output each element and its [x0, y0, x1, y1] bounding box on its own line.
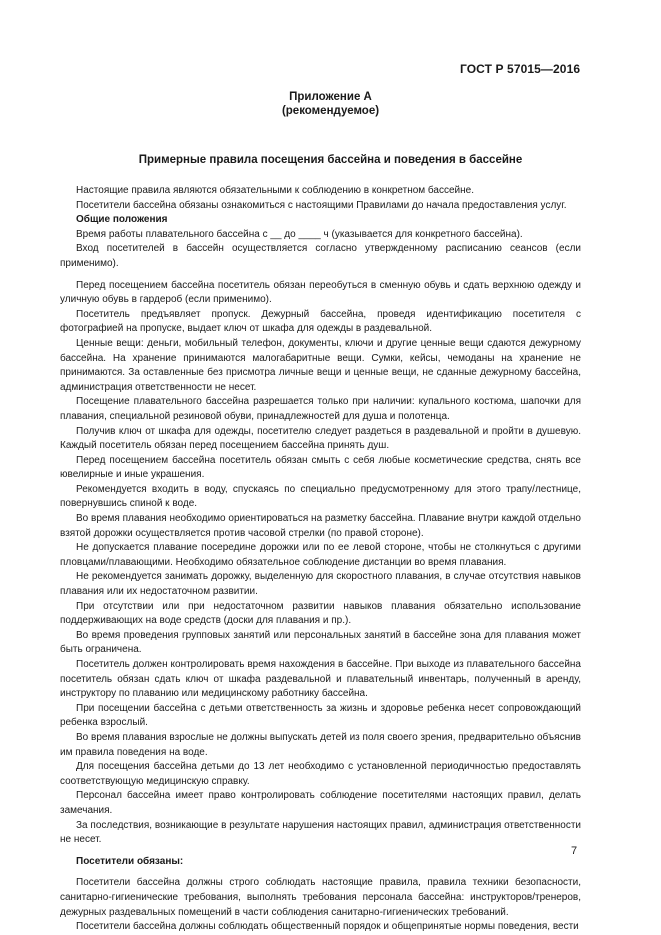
body-paragraph: Рекомендуется входить в воду, спускаясь по специально предусмотренному для этого трапу/лестнице, повернувшись спиной к воде.: [60, 483, 581, 510]
section-heading: Посетители обязаны:: [76, 855, 184, 867]
intro-paragraph: Посетители бассейна обязаны ознакомиться с настоящими Правилами до начала предоставления услуг.: [76, 199, 567, 211]
body-paragraph: Перед посещением бассейна посетитель обязан смыть с себя любые косметические средства, снять все ювелирные и иные украшения.: [60, 454, 581, 481]
body-paragraph: Для посещения бассейна детьми до 13 лет необходимо с установленной периодичностью предоставлять соответствующую медицинскую справку.: [60, 761, 581, 787]
body-paragraph: Посещение плавательного бассейна разрешается только при наличии: купального костюма, шапочки для плавания, специальной резиновой обуви, принадлежностей для душа и полотенца.: [60, 396, 581, 422]
body-paragraph: Посетитель должен контролировать время нахождения в бассейне. При выходе из плавательного бассейна посетитель обязан сдать ключ от шкафа раздевальной и плавательный инвентарь, полученный в аренду, инструктору по плаванию или медицинскому работнику бассейна.: [60, 659, 581, 700]
body-paragraph: Во время плавания взрослые не должны выпускать детей из поля своего зрения, предварительно объяснив им правила поведения на воде.: [60, 731, 581, 758]
appendix-title: Приложение А: [289, 91, 372, 103]
section-heading: Общие положения: [76, 214, 168, 226]
body-paragraph: Во время плавания необходимо ориентироваться на разметку бассейна. Плавание внутри каждой отдельно взятой дорожки осуществляется против часовой стрелки (по правой стороне).: [60, 513, 581, 539]
body-paragraph: Перед посещением бассейна посетитель обязан переобуться в сменную обувь и сдать верхнюю одежду и уличную обувь в гардероб (если применимо).: [60, 279, 581, 306]
body-paragraph: Персонал бассейна имеет право контролировать соблюдение посетителями настоящих правил, делать замечания.: [60, 790, 581, 816]
body-paragraph: За последствия, возникающие в результате нарушения настоящих правил, администрация ответственности не несет.: [60, 819, 581, 846]
body-paragraph: Получив ключ от шкафа для одежды, посетителю следует раздеться в раздевальной и пройти в душевую. Каждый посетитель обязан перед посещением бассейна принять душ.: [60, 425, 581, 452]
body-paragraph: При отсутствии или при недостаточном развитии навыков плавания обязательно использование поддерживающих на воде средств (доски для плавания и пр.).: [60, 600, 581, 627]
intro-paragraph: Настоящие правила являются обязательными к соблюдению в конкретном бассейне.: [76, 185, 475, 196]
appendix-block: [0, 90, 661, 118]
body-paragraph: Не рекомендуется занимать дорожку, выделенную для скоростного плавания, в случае отсутствия навыков плавания или их недостаточном развитии.: [60, 571, 581, 598]
body-paragraph: Не допускается плавание посередине дорожки или по ее левой стороне, чтобы не столкнуться с другими пловцами/плавающими. Необходимо обязательное соблюдение дистанции во время плавания.: [60, 542, 581, 568]
body-paragraph: Вход посетителей в бассейн осуществляется согласно утвержденному расписанию сеансов (если применимо).: [60, 243, 581, 269]
standard-code: ГОСТ Р 57015—2016: [460, 62, 581, 76]
body-paragraph: Посетители бассейна должны строго соблюдать настоящие правила, правила техники безопасности, санитарно-гигиенические требования, выполнять требования персонала бассейна: инструкторов/тренеров, дежурных раздевальных помещений в части соблюдения санитарно-гигиенических требований.: [60, 877, 581, 918]
page-number: 7: [571, 845, 578, 857]
body-paragraph: Посетитель предъявляет пропуск. Дежурный бассейна, проведя идентификацию посетителя с фотографией на пропуске, выдает ключ от шкафа для одежды в раздевальной.: [60, 308, 581, 335]
document-title: Примерные правила посещения бассейна и поведения в бассейне: [138, 154, 523, 166]
appendix-subtitle: (рекомендуемое): [281, 105, 380, 117]
body-paragraph: Посетители бассейна должны соблюдать общественный порядок и общепринятые нормы поведения, вести: [76, 921, 579, 933]
body-paragraph: При посещении бассейна с детьми ответственность за жизнь и здоровье ребенка несет сопровождающий ребенка взрослый.: [60, 702, 581, 729]
body-paragraph: Во время проведения групповых занятий или персональных занятий в бассейне зона для плавания может быть ограничена.: [60, 629, 581, 656]
body-paragraph: Ценные вещи: деньги, мобильный телефон, документы, ключи и другие ценные вещи сдаются дежурному бассейна. На хранение принимаются малогабаритные вещи. Сумки, кейсы, чемоданы на хранение не принимаются. За оставленные без присмотра личные вещи и ценные вещи, не сданные дежурному бассейна, администрация ответственности не несет.: [60, 337, 581, 393]
body-paragraph: Время работы плавательного бассейна с __ до ____ ч (указывается для конкретного бассейна).: [76, 228, 523, 240]
document-body: [60, 184, 581, 935]
